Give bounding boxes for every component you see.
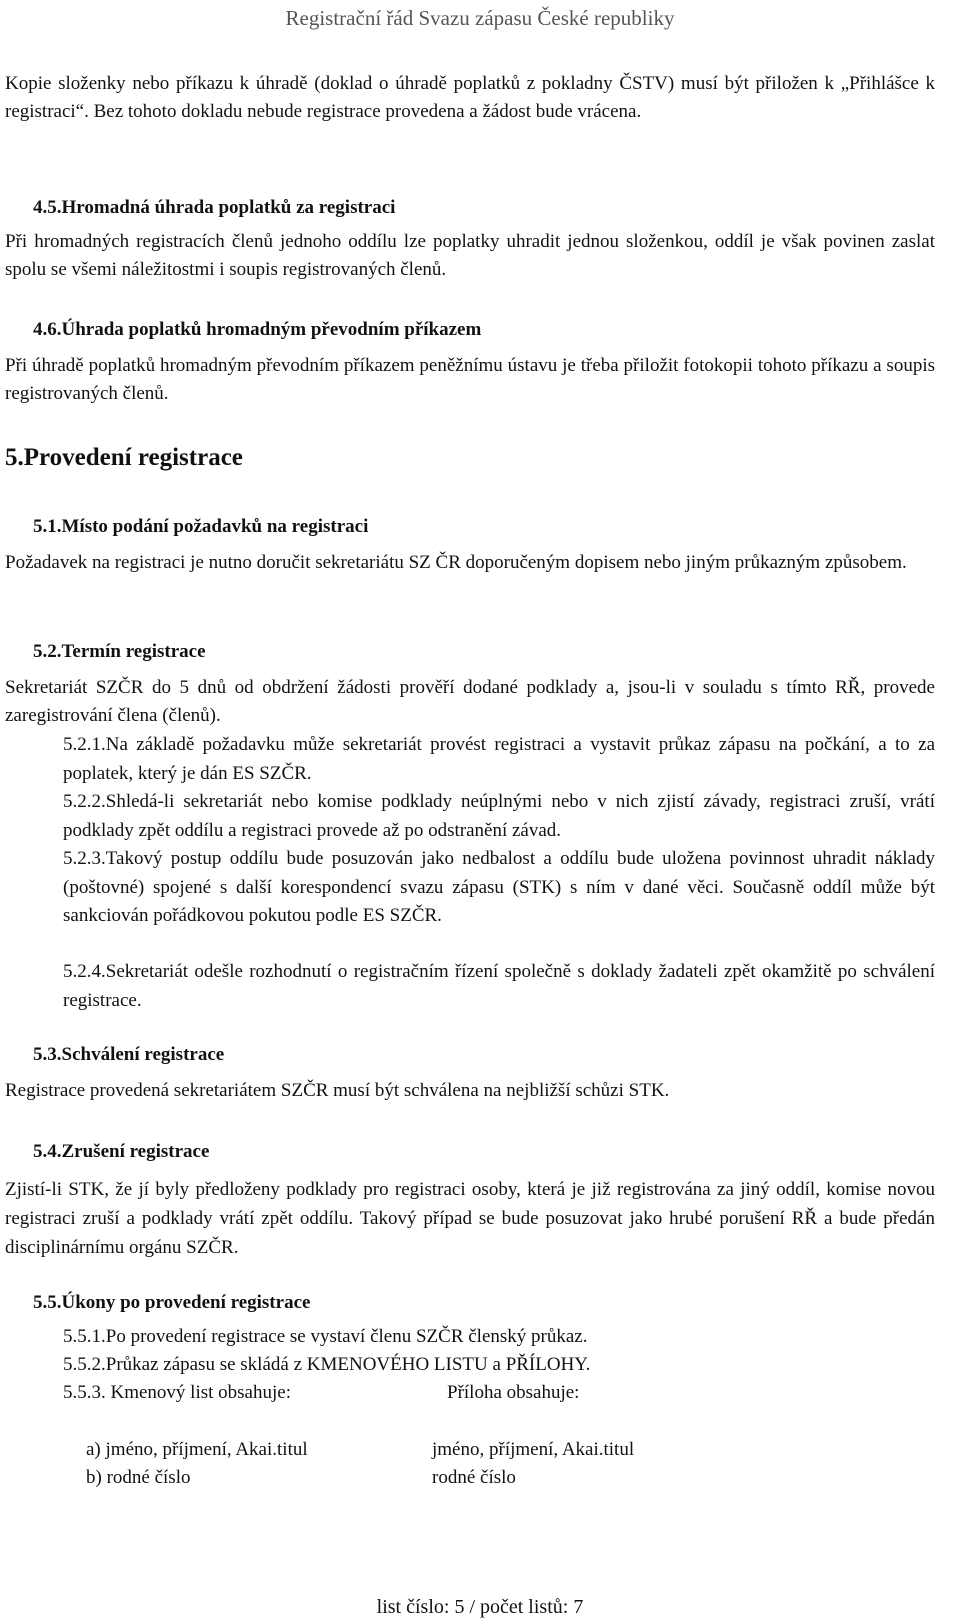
section-5-2-title: 5.2.Termín registrace [33, 641, 206, 662]
section-5-1-title: 5.1.Místo podání požadavků na registraci [33, 516, 369, 537]
item-5-5-3-right: Příloha obsahuje: [447, 1382, 580, 1403]
item-5-5-2: 5.5.2.Průkaz zápasu se skládá z KMENOVÉHO LISTU a PŘÍLOHY. [63, 1354, 591, 1375]
page-footer: list číslo: 5 / počet listů: 7 [376, 1596, 584, 1618]
section-5-2-text: Sekretariát SZČR do 5 dnů od obdržení žádosti prověří dodané podklady a, jsou-li v souladu s tímto RŘ, provede zaregistrování člena (členů). [5, 677, 935, 726]
section-5-5-title: 5.5.Úkony po provedení registrace [33, 1292, 311, 1313]
section-5-3-text: Registrace provedená sekretariátem SZČR musí být schválena na nejbližší schůzi STK. [5, 1080, 670, 1101]
section-4-6-title: 4.6.Úhrada poplatků hromadným převodním příkazem [33, 319, 482, 340]
item-5-2-4: 5.2.4.Sekretariát odešle rozhodnutí o registračním řízení společně s doklady žadateli zpět okamžitě po schválení registrace. [63, 961, 935, 1011]
item-5-5-1: 5.5.1.Po provedení registrace se vystaví členu SZČR členský průkaz. [63, 1326, 588, 1347]
section-4-5-title: 4.5.Hromadná úhrada poplatků za registraci [33, 197, 396, 218]
section-5-title: 5.Provedení registrace [5, 444, 243, 471]
section-5-3-title: 5.3.Schválení registrace [33, 1044, 225, 1065]
intro-paragraph: Kopie složenky nebo příkazu k úhradě (doklad o úhradě poplatků z pokladny ČSTV) musí být přiložen k „Přihlášce k registraci“. Bez tohoto dokladu nebude registrace provedena a žádost bude vrácena. [5, 73, 935, 122]
item-5-2-1: 5.2.1.Na základě požadavku může sekretariát provést registraci a vystavit průkaz zápasu na počkání, a to za poplatek, který je dán ES SZČR. [63, 734, 935, 784]
list-b-left: b) rodné číslo [86, 1467, 191, 1488]
list-b-right: rodné číslo [432, 1467, 516, 1488]
section-4-5-text: Při hromadných registracích členů jednoho oddílu lze poplatky uhradit jednou složenkou, oddíl je však povinen zaslat spolu se všemi náležitostmi i soupis registrovaných členů. [5, 231, 935, 280]
section-5-1-text: Požadavek na registraci je nutno doručit sekretariátu SZ ČR doporučeným dopisem nebo jiným průkazným způsobem. [5, 552, 907, 573]
list-a-right: jméno, příjmení, Akai.titul [432, 1439, 635, 1460]
item-5-2-2: 5.2.2.Shledá-li sekretariát nebo komise podklady neúplnými nebo v nich zjistí závady, registraci zruší, vrátí podklady zpět oddílu a registraci provede až po odstranění závad. [63, 791, 935, 841]
page-header: Registrační řád Svazu zápasu České republiky [285, 6, 675, 30]
item-5-2-3: 5.2.3.Takový postup oddílu bude posuzován jako nedbalost a oddílu bude uložena povinnost uhradit náklady (poštovné) spojené s další korespondencí svazu zápasu (STK) s ním v dané věci. Současně oddíl může být sankciován pořádkovou pokutou podle ES SZČR. [63, 848, 935, 926]
section-5-4-text: Zjistí-li STK, že jí byly předloženy podklady pro registraci osoby, která je již registrována za jiný oddíl, komise novou registraci zruší a podklady vrátí zpět oddílu. Takový případ se bude posuzovat jako hrubé porušení RŘ a bude předán disciplinárnímu orgánu SZČR. [5, 1179, 935, 1258]
section-5-4-title: 5.4.Zrušení registrace [33, 1141, 210, 1162]
list-a-left: a) jméno, příjmení, Akai.titul [86, 1439, 308, 1460]
section-4-6-text: Při úhradě poplatků hromadným převodním příkazem peněžnímu ústavu je třeba přiložit fotokopii tohoto příkazu a soupis registrovaných členů. [5, 355, 935, 404]
item-5-5-3: 5.5.3. Kmenový list obsahuje: [63, 1382, 291, 1403]
